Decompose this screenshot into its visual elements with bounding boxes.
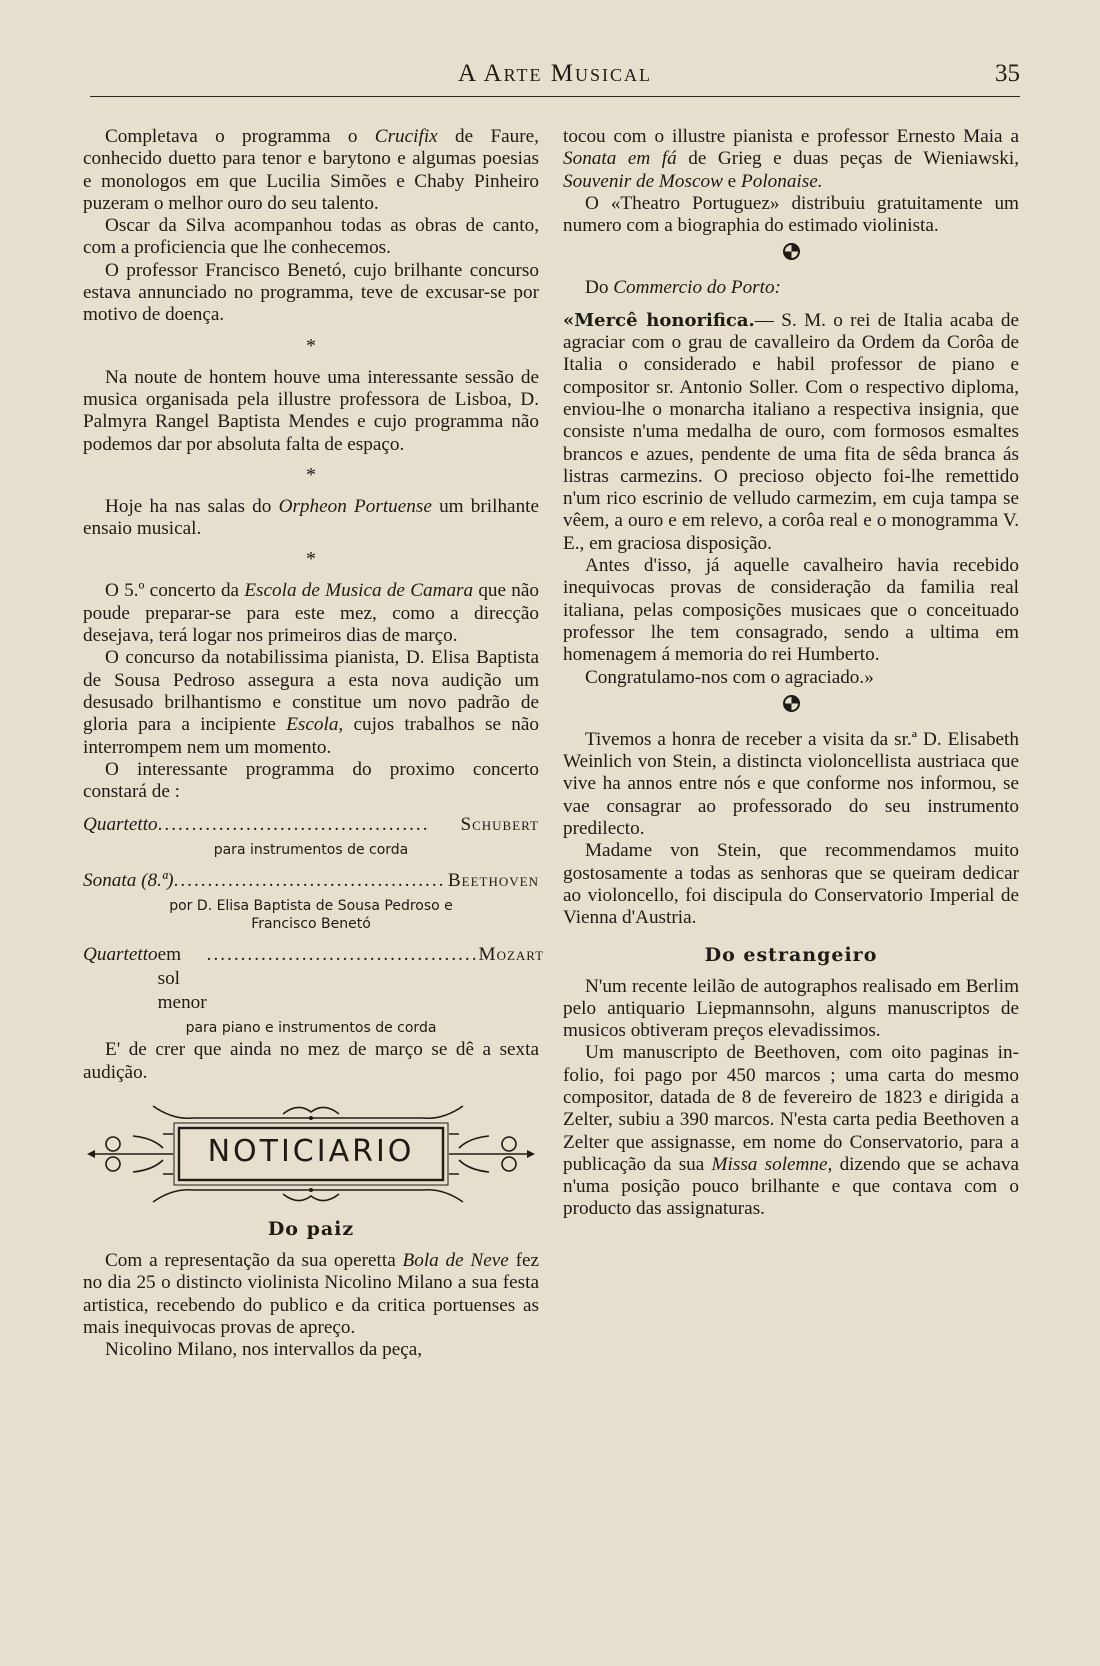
asterisk-divider: * (306, 334, 316, 357)
piece-title: Quartetto (83, 814, 158, 836)
paragraph: «Mercê honorifica.— S. M. o rei de Italia acaba de agraciar com o grau de cavalleiro da Ordem da Corôa de Italia o considerado e habil professor de piano e compositor sr. Antonio Soller. Com o respectivo diploma, enviou-lhe o monarcha italiano a respectiva insignia, que consiste n'uma medalha de ouro, com formosos esmaltes brancos e azues, pendente de uma fita de sêda branca ás listras carmezins. O precioso objecto foi-lhe remettido n'um rico escrinio de velludo carmezim, em cuja tampa se vêem, a ouro e em relevo, a corôa real e o monogramma V. E., em graciosa disposição. (563, 309, 1019, 554)
paragraph: Com a representação da sua operetta Bola de Neve fez no dia 25 o distincto violinista Nicolino Milano a sua festa artistica, recebendo do publico e da critica portuenses as mais inequivocas provas de apreço. (83, 1250, 539, 1338)
left-column (83, 126, 545, 1362)
leader-dots: ........................................ (173, 870, 446, 892)
composer: Schubert (460, 814, 539, 836)
paragraph: Nicolino Milano, nos intervallos da peça, (105, 1339, 423, 1361)
piece-title: Quartetto (83, 944, 158, 966)
program-note: para instrumentos de corda (213, 842, 409, 859)
paragraph: Do Commercio do Porto: (585, 277, 781, 299)
program-note: por D. Elisa Baptista de Sousa Pedroso e Francisco Benetó (169, 898, 453, 933)
program-item (83, 869, 539, 893)
paragraph: O interessante programma do proximo concerto constará de : (83, 758, 539, 803)
page-number: 35 (995, 60, 1020, 87)
right-column (563, 126, 1019, 1221)
paragraph: Hoje ha nas salas do Orpheon Portuense um brilhante ensaio musical. (83, 495, 540, 540)
paragraph: tocou com o illustre pianista e professor Ernesto Maia a Sonata em fá de Grieg e duas peças de Wieniawski, Souvenir de Moscow e Polonaise. (563, 126, 1019, 192)
journal-title: A Arte Musical (458, 60, 652, 87)
paragraph: E' de crer que ainda no mez de março se dê a sexta audição. (83, 1039, 539, 1083)
banner-title: NOTICIARIO (207, 1134, 415, 1170)
leader-dots: ........................................ (206, 944, 479, 966)
asterisk-divider: * (306, 548, 316, 571)
paragraph: Tivemos a honra de receber a visita da sr.ª D. Elisabeth Weinlich von Stein, a distincta violoncellista austriaca que vive ha annos entre nós e que conforme nos informou, se vae consagrar ao professorado do seu instrumento predilecto. (563, 728, 1019, 840)
running-header (90, 60, 1020, 100)
program-item (83, 813, 539, 837)
piece-title: Sonata (8.ª) (83, 870, 174, 892)
section-heading: Do estrangeiro (704, 943, 878, 966)
section-heading: Do paiz (267, 1218, 355, 1241)
paragraph: Congratulamo-nos com o agraciado.» (585, 666, 874, 688)
paragraph: Madame von Stein, que recommendamos muito gostosamente a todas as senhoras que se queiram dedicar ao violoncello, foi discipula do Conservatorio Imperial de Vienna d'Austria. (563, 840, 1019, 929)
leader-dots: ........................................ (157, 814, 430, 836)
paragraph: N'um recente leilão de autographos realisado em Berlim pelo antiquario Liepmannsohn, alguns manuscriptos de musicos obtiveram preços elevadissimos. (563, 975, 1019, 1042)
paragraph: O concurso da notabilissima pianista, D. Elisa Baptista de Sousa Pedroso assegura a esta nova audição um desusado brilhantismo e constitue um novo padrão de gloria para a incipiente Escola, cujos trabalhos se não interrompem nem um momento. (83, 647, 539, 758)
paragraph: Antes d'isso, já aquelle cavalheiro havia recebido inequivocas provas de consideração da familia real italiana, pelas composições musicaes que o conceituado professor lhe tem consagrado, sendo a ultima em homenagem á memoria do rei Humberto. (563, 555, 1019, 666)
paragraph: O 5.º concerto da Escola de Musica de Camara que não poude preparar-se para este mez, como a direcção desejava, terá logar nos primeiros dias de março. (83, 580, 539, 647)
ornament-divider-icon (563, 241, 1019, 271)
concert-program (83, 813, 545, 1037)
asterisk-divider: * (306, 463, 316, 486)
piece-detail: em sol menor (157, 944, 207, 1014)
composer: Beethoven (447, 870, 539, 892)
paragraph: O «Theatro Portuguez» distribuiu gratuitamente um numero com a biographia do estimado violinista. (563, 192, 1019, 237)
paragraph: Oscar da Silva acompanhou todas as obras de canto, com a proficiencia que lhe conhecemos. (83, 215, 539, 259)
paragraph: Um manuscripto de Beethoven, com oito paginas in-folio, foi pago por 450 marcos ; uma carta do mesmo compositor, datada de 8 de fevereiro de 1823 e dirigida a Zelter, subiu a 390 marcos. N'esta carta pedia Beethoven a Zelter que assignasse, em nome do Conservatorio, para a publicação da sua Missa solemne, dizendo que se achava n'uma posição pouco brilhante e que contava com o producto das assignaturas. (563, 1042, 1019, 1220)
program-note: para piano e instrumentos de corda (185, 1020, 437, 1037)
composer: Mozart (478, 944, 545, 966)
noticiario-banner (83, 1098, 539, 1210)
paragraph: Completava o programma o Crucifix de Faure, conhecido duetto para tenor e barytono e algumas poesias e monologos em que Lucilia Simões e Chaby Pinheiro puzeram o melhor ouro do seu talento. (83, 126, 539, 214)
paragraph: Na noute de hontem houve uma interessante sessão de musica organisada pela illustre professora de Lisboa, D. Palmyra Rangel Baptista Mendes e cujo programma não podemos dar por absoluta falta de espaço. (83, 366, 539, 455)
header-rule (90, 96, 1020, 97)
ornament-divider-icon (563, 693, 1019, 723)
paragraph: O professor Francisco Benetó, cujo brilhante concurso estava annunciado no programma, teve de excusar-se por motivo de doença. (83, 259, 539, 326)
program-item (83, 943, 545, 1015)
